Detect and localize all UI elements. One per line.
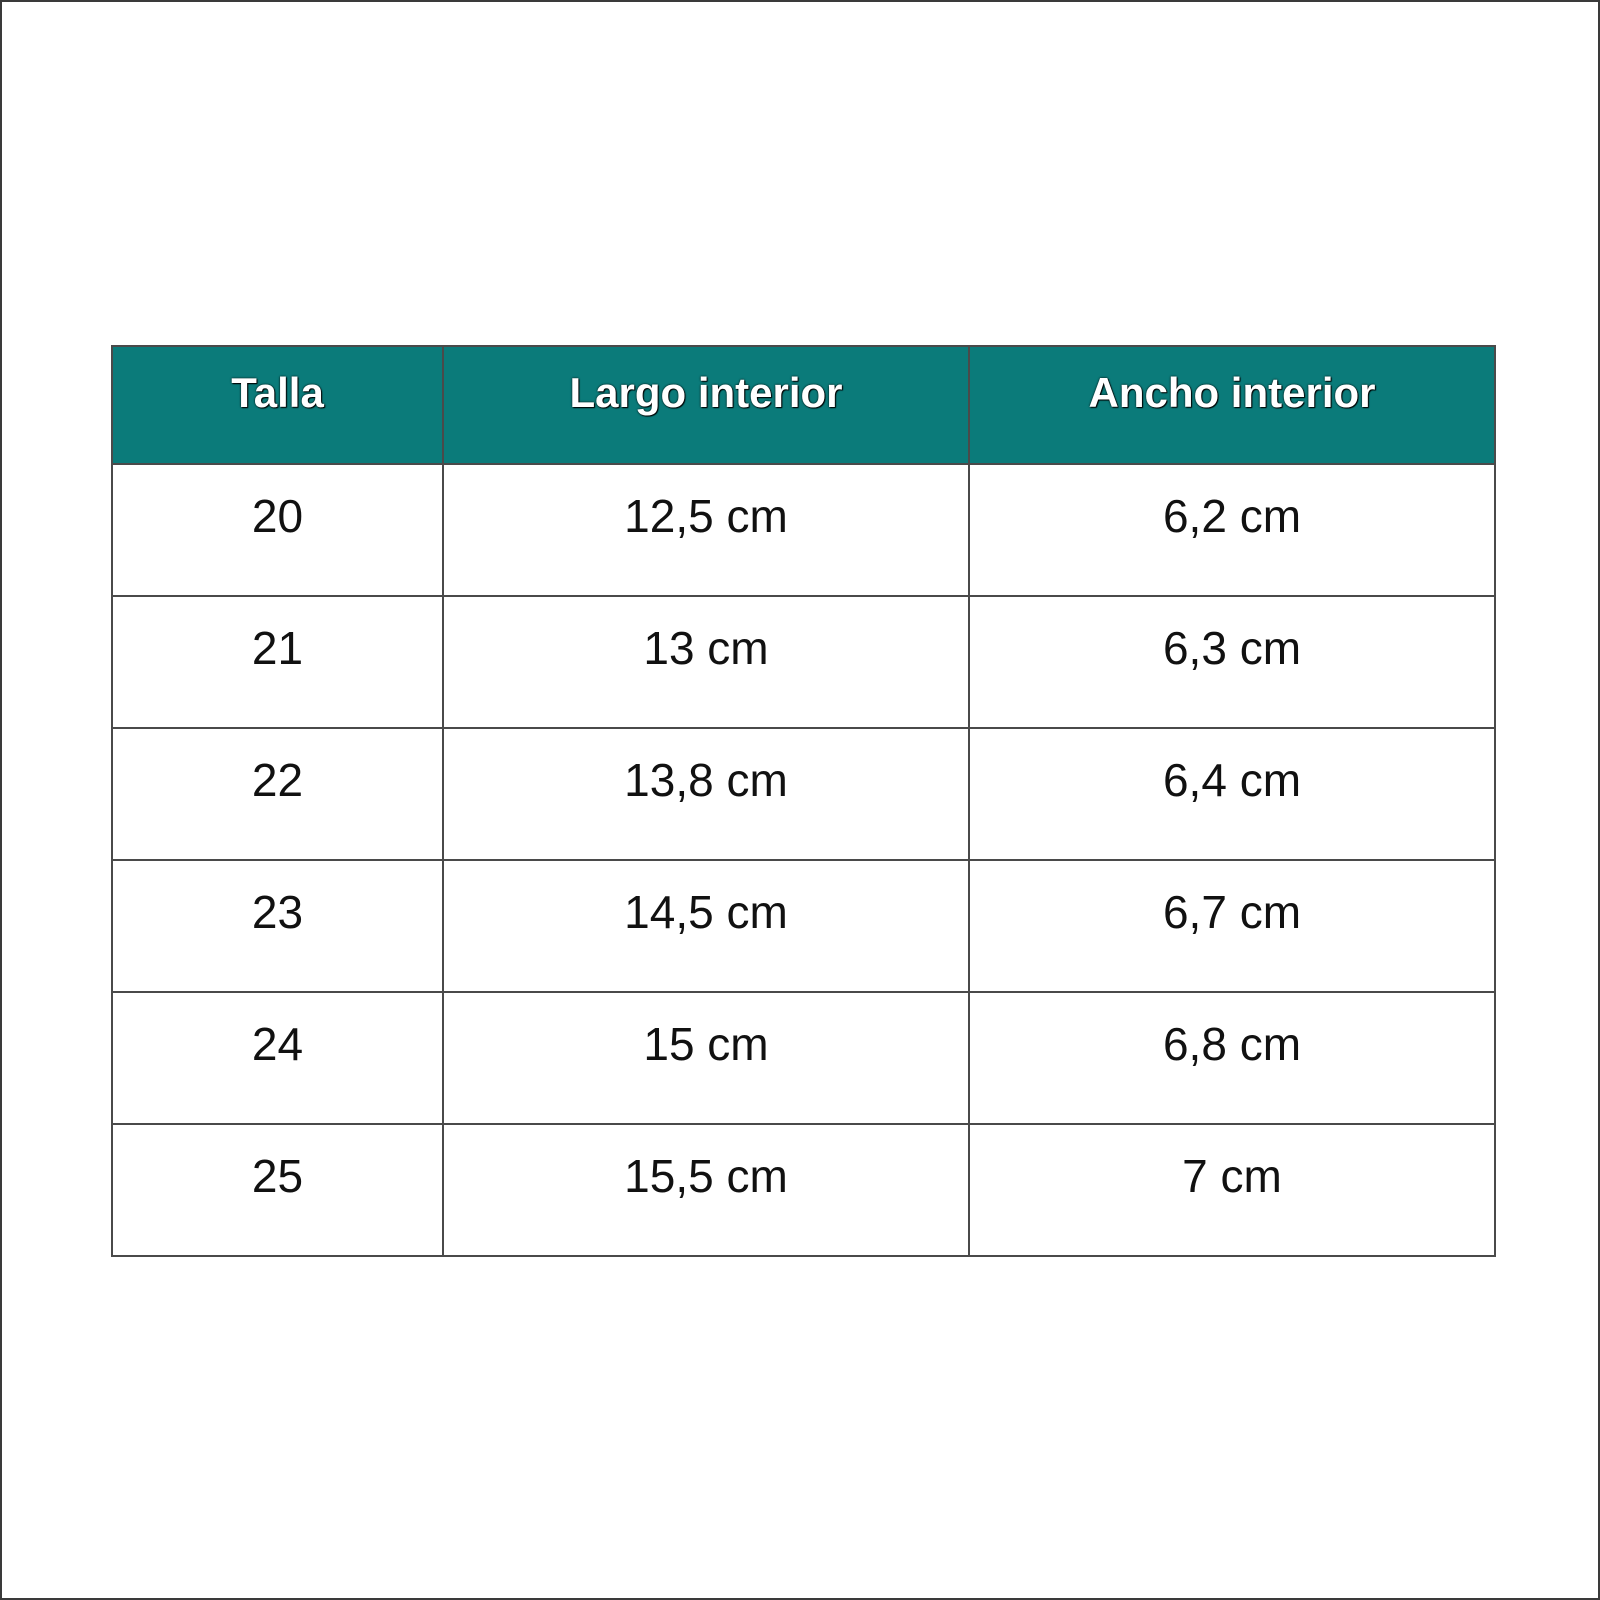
table-row	[112, 1124, 1495, 1256]
header-row	[112, 346, 1495, 464]
table-row	[112, 596, 1495, 728]
header-talla: Talla	[112, 346, 443, 464]
header-ancho-interior: Ancho interior	[969, 346, 1495, 464]
cell-ancho: 6,2 cm	[969, 464, 1495, 596]
header-largo-interior: Largo interior	[443, 346, 969, 464]
cell-talla: 22	[112, 728, 443, 860]
cell-largo: 12,5 cm	[443, 464, 969, 596]
cell-largo: 15 cm	[443, 992, 969, 1124]
cell-talla: 23	[112, 860, 443, 992]
table-body	[112, 464, 1495, 1256]
table-row	[112, 992, 1495, 1124]
table-row	[112, 860, 1495, 992]
size-chart-table	[111, 345, 1496, 1257]
cell-talla: 20	[112, 464, 443, 596]
table-row	[112, 728, 1495, 860]
table-header	[112, 346, 1495, 464]
cell-largo: 14,5 cm	[443, 860, 969, 992]
cell-ancho: 6,3 cm	[969, 596, 1495, 728]
cell-talla: 24	[112, 992, 443, 1124]
cell-largo: 13,8 cm	[443, 728, 969, 860]
cell-largo: 15,5 cm	[443, 1124, 969, 1256]
cell-talla: 25	[112, 1124, 443, 1256]
table-row	[112, 464, 1495, 596]
cell-talla: 21	[112, 596, 443, 728]
cell-ancho: 7 cm	[969, 1124, 1495, 1256]
cell-ancho: 6,8 cm	[969, 992, 1495, 1124]
cell-ancho: 6,7 cm	[969, 860, 1495, 992]
cell-ancho: 6,4 cm	[969, 728, 1495, 860]
cell-largo: 13 cm	[443, 596, 969, 728]
